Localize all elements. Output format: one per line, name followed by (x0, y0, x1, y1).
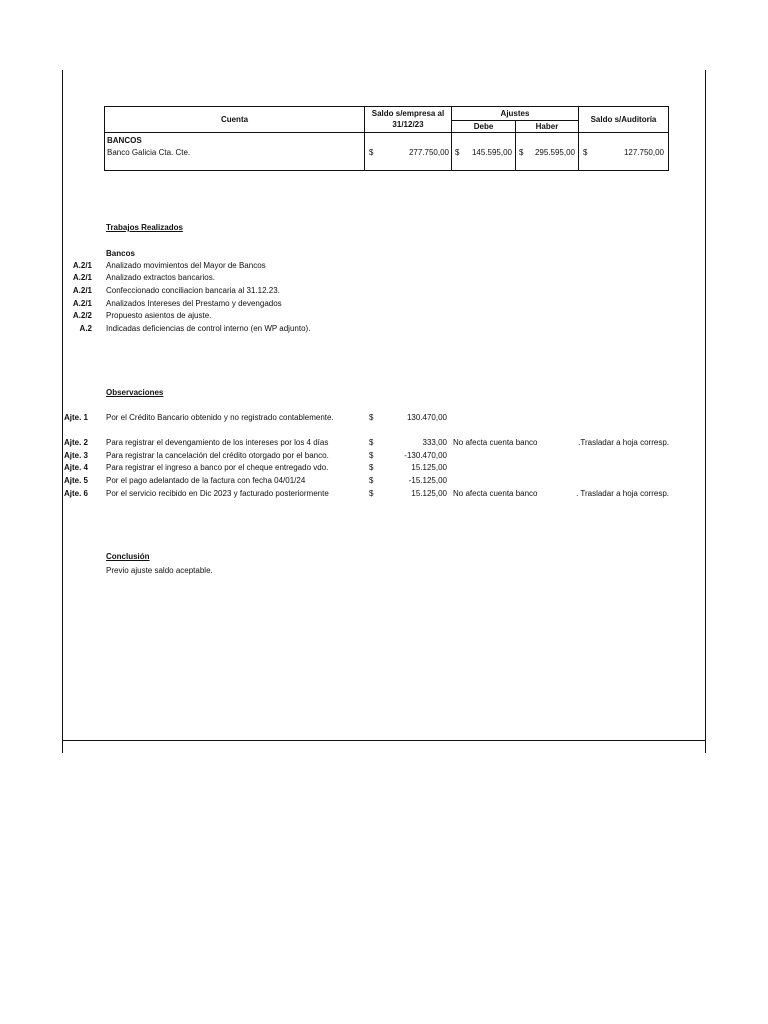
debe-value: 145.595,00 (471, 148, 512, 157)
adjustment-description: Por el servicio recibido en Dic 2023 y facturado posteriormente (106, 489, 329, 498)
adjustment-description: Por el Crédito Bancario obtenido y no registrado contablemente. (106, 413, 334, 422)
work-ref: A.2/1 (72, 299, 92, 308)
adjustment-ref: Ajte. 3 (64, 451, 89, 460)
work-ref: A.2/1 (72, 261, 92, 270)
work-ref: A.2 (79, 324, 92, 333)
left-border (62, 70, 63, 753)
table-divider (105, 132, 668, 133)
adjustment-note: No afecta cuenta banco (453, 438, 538, 447)
section-title-observaciones: Observaciones (106, 388, 164, 397)
section-subtitle-bancos: Bancos (106, 249, 135, 258)
header-saldo-auditoria: Saldo s/Auditoría (590, 115, 657, 124)
section-title-trabajos: Trabajos Realizados (106, 223, 183, 232)
header-saldo-empresa-fecha: 31/12/23 (392, 120, 424, 129)
group-label-bancos: BANCOS (107, 136, 142, 145)
work-item: Analizado extractos bancarios. (106, 273, 215, 282)
currency-symbol: $ (369, 148, 374, 157)
adjustment-ref: Ajte. 1 (64, 413, 89, 422)
header-cuenta: Cuenta (220, 115, 249, 124)
section-title-conclusion: Conclusión (106, 552, 150, 561)
adjustment-ref: Ajte. 6 (64, 489, 89, 498)
saldo-empresa-value: 277.750,00 (408, 148, 449, 157)
adjustment-ref: Ajte. 2 (64, 438, 89, 447)
adjustment-ref: Ajte. 4 (64, 463, 89, 472)
currency-symbol: $ (369, 451, 374, 460)
adjustment-description: Para registrar el ingreso a banco por el cheque entregado vdo. (106, 463, 329, 472)
adjustment-action: . Trasladar a hoja corresp. (576, 489, 669, 498)
saldo-auditoria-value: 127.750,00 (623, 148, 664, 157)
currency-symbol: $ (369, 438, 374, 447)
bottom-border (62, 740, 706, 741)
work-item: Analizados Intereses del Prestamo y devengados (106, 299, 282, 308)
work-item: Indicadas deficiencias de control interno (en WP adjunto). (106, 324, 311, 333)
balance-table (104, 106, 669, 171)
currency-symbol: $ (369, 463, 374, 472)
work-item: Propuesto asientos de ajuste. (106, 311, 212, 320)
header-debe: Debe (473, 122, 494, 131)
work-ref: A.2/1 (72, 273, 92, 282)
conclusion-text: Previo ajuste saldo aceptable. (106, 566, 213, 575)
header-ajustes: Ajustes (500, 109, 530, 118)
adjustment-ref: Ajte. 5 (64, 476, 89, 485)
adjustment-amount: 130.470,00 (406, 413, 447, 422)
header-haber: Haber (535, 122, 559, 131)
work-ref: A.2/2 (72, 311, 92, 320)
adjustment-amount: -15.125,00 (408, 476, 447, 485)
adjustment-description: Para registrar el devengamiento de los intereses por los 4 días (106, 438, 329, 447)
adjustment-amount: 15.125,00 (411, 463, 447, 472)
adjustment-description: Para registrar la cancelación del crédito otorgado por el banco. (106, 451, 329, 460)
adjustment-amount: 15.125,00 (411, 489, 447, 498)
work-ref: A.2/1 (72, 286, 92, 295)
adjustment-description: Por el pago adelantado de la factura con fecha 04/01/24 (106, 476, 306, 485)
currency-symbol: $ (369, 489, 374, 498)
adjustment-note: No afecta cuenta banco (453, 489, 538, 498)
currency-symbol: $ (369, 476, 374, 485)
work-item: Confeccionado conciliacion bancaria al 31.12.23. (106, 286, 280, 295)
currency-symbol: $ (369, 413, 374, 422)
adjustment-amount: -130.470,00 (404, 451, 447, 460)
account-name: Banco Galicia Cta. Cte. (107, 148, 191, 157)
adjustment-amount: 333,00 (422, 438, 447, 447)
adjustment-action: .Trasladar a hoja corresp. (578, 438, 669, 447)
currency-symbol: $ (519, 148, 524, 157)
work-item: Analizado movimientos del Mayor de Bancos (106, 261, 266, 270)
currency-symbol: $ (455, 148, 460, 157)
header-saldo-empresa: Saldo s/empresa al (371, 109, 445, 118)
right-border (705, 70, 706, 753)
table-divider (451, 120, 578, 121)
haber-value: 295.595,00 (534, 148, 575, 157)
currency-symbol: $ (583, 148, 588, 157)
